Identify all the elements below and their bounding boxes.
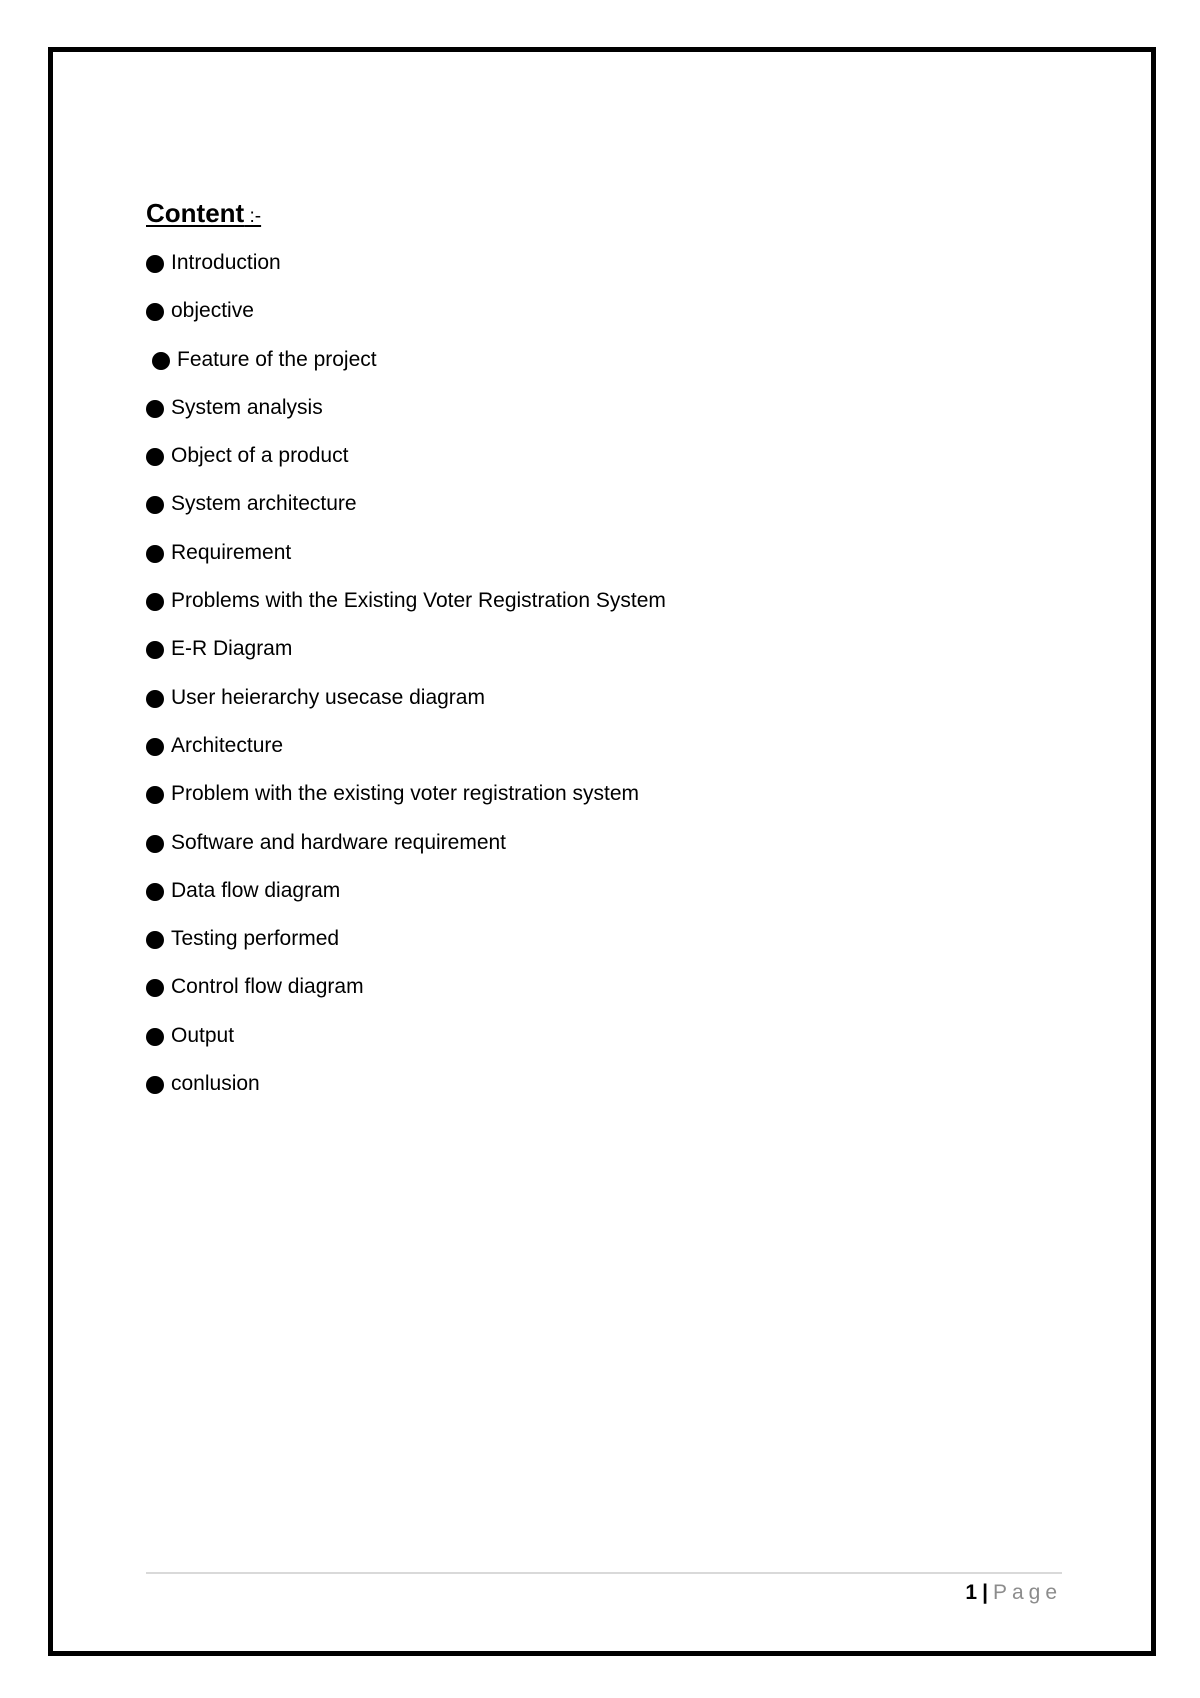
toc-item-label: Feature of the project — [177, 347, 377, 371]
toc-item-object-of-a-product — [146, 441, 666, 489]
toc-item-label: Introduction — [171, 251, 281, 274]
toc-item-problems-existing-system — [146, 586, 666, 634]
toc-item-label: System architecture — [171, 492, 357, 516]
toc-item-label: Output — [171, 1023, 235, 1047]
toc-item-usecase-diagram — [146, 683, 666, 731]
content-heading-text: Content — [146, 198, 245, 228]
toc-item-objective — [146, 296, 666, 344]
bullet-icon — [146, 786, 164, 804]
toc-item-problem-existing-system — [146, 779, 666, 827]
bullet-icon — [152, 352, 170, 370]
toc-item-requirement — [146, 538, 666, 586]
table-of-contents — [146, 248, 666, 1117]
footer-separator: | — [982, 1581, 988, 1604]
bullet-icon — [146, 835, 164, 853]
toc-item-label: E-R Diagram — [171, 637, 293, 661]
toc-item-system-analysis — [146, 393, 666, 441]
bullet-icon — [146, 690, 164, 708]
bullet-icon — [146, 1076, 164, 1094]
content-heading — [146, 196, 261, 234]
bullet-icon — [146, 883, 164, 901]
page-number: 1 — [965, 1581, 978, 1604]
toc-item-label: Testing performed — [171, 927, 340, 951]
toc-item-label: Object of a product — [171, 444, 349, 468]
toc-item-software-hardware-requirement — [146, 828, 666, 876]
toc-item-feature-of-the-project — [146, 345, 666, 393]
toc-item-label: Software and hardware requirement — [171, 830, 507, 854]
toc-item-label: Architecture — [171, 733, 284, 757]
page-word: Page — [992, 1581, 1062, 1604]
page-footer — [965, 1578, 1062, 1608]
bullet-icon — [146, 448, 164, 466]
toc-item-label: Requirement — [171, 540, 292, 564]
toc-item-label: conlusion — [171, 1072, 260, 1096]
toc-item-label: User heierarchy usecase diagram — [171, 685, 485, 709]
toc-item-output — [146, 1021, 666, 1069]
toc-item-system-architecture — [146, 489, 666, 537]
toc-item-testing-performed — [146, 924, 666, 972]
content-heading-suffix: :- — [244, 206, 262, 227]
toc-item-architecture — [146, 731, 666, 779]
bullet-icon — [146, 641, 164, 659]
bullet-icon — [146, 545, 164, 563]
toc-item-conclusion — [146, 1069, 666, 1117]
toc-item-label: Problem with the existing voter registration system — [171, 782, 640, 806]
toc-item-label: Data flow diagram — [171, 878, 341, 902]
bullet-icon — [146, 400, 164, 418]
toc-item-label: objective — [171, 299, 254, 323]
bullet-icon — [146, 738, 164, 756]
bullet-icon — [146, 593, 164, 611]
toc-item-control-flow-diagram — [146, 972, 666, 1020]
toc-item-label: Problems with the Existing Voter Registration System — [171, 589, 666, 613]
toc-item-introduction — [146, 248, 666, 296]
toc-item-label: Control flow diagram — [171, 975, 364, 999]
bullet-icon — [146, 255, 164, 273]
footer-rule — [146, 1572, 1062, 1574]
toc-item-label: System analysis — [171, 395, 323, 419]
bullet-icon — [146, 303, 164, 321]
toc-item-data-flow-diagram — [146, 876, 666, 924]
toc-item-er-diagram — [146, 634, 666, 682]
bullet-icon — [146, 931, 164, 949]
bullet-icon — [146, 496, 164, 514]
bullet-icon — [146, 1028, 164, 1046]
bullet-icon — [146, 979, 164, 997]
